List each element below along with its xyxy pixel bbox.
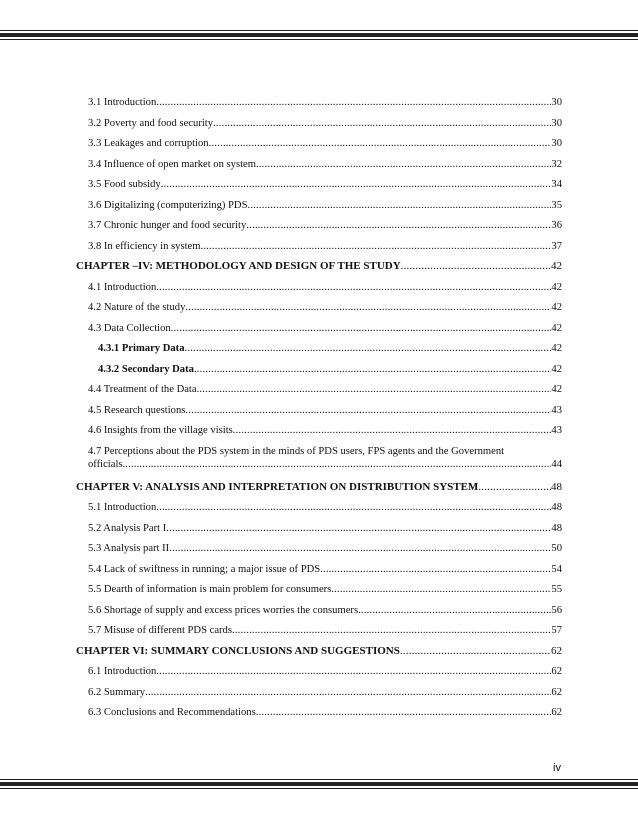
toc-entry[interactable] xyxy=(76,342,562,363)
top-border-rule xyxy=(0,30,638,42)
dot-leader xyxy=(185,404,551,417)
dot-leader xyxy=(358,604,551,617)
dot-leader xyxy=(197,383,552,396)
toc-entry[interactable] xyxy=(76,96,562,117)
toc-entry-title-continued: officials. xyxy=(88,458,126,470)
toc-entry-title: 3.4 Influence of open market on system xyxy=(88,158,256,170)
dot-leader xyxy=(161,178,552,191)
toc-entry-title: 4.6 Insights from the village visits xyxy=(88,425,233,436)
dot-leader xyxy=(331,583,551,596)
toc-entry[interactable] xyxy=(76,665,562,686)
toc-entry[interactable] xyxy=(76,383,562,404)
toc-entry-title: 4.4 Treatment of the Data xyxy=(88,384,197,395)
toc-page-number: 50 xyxy=(551,543,562,554)
toc-entry-title: 5.2 Analysis Part I xyxy=(88,522,167,534)
toc-entry-title: CHAPTER VI: SUMMARY CONCLUSIONS AND SUGGESTIONS xyxy=(76,644,400,657)
toc-entry-title: 3.3 Leakages and corruption xyxy=(88,138,209,149)
toc-entry[interactable] xyxy=(76,404,562,425)
dot-leader xyxy=(156,665,551,678)
toc-entry[interactable] xyxy=(76,706,562,727)
toc-entry[interactable] xyxy=(76,178,562,199)
toc-entry[interactable] xyxy=(76,522,562,543)
dot-leader xyxy=(209,137,552,150)
toc-entry-title: 5.5 Dearth of information is main problem for consumers xyxy=(88,584,332,595)
toc-entry[interactable] xyxy=(76,117,562,138)
toc-page-number: 57 xyxy=(551,625,562,636)
dot-leader xyxy=(213,117,551,130)
toc-page-number: 44 xyxy=(551,458,562,470)
toc-page-number: 42 xyxy=(551,281,562,293)
toc-page-number: 62 xyxy=(551,666,562,677)
toc-entry[interactable] xyxy=(76,322,562,343)
toc-entry[interactable] xyxy=(76,424,562,445)
dot-leader xyxy=(169,542,551,555)
toc-entry[interactable] xyxy=(76,542,562,563)
toc-chapter-entry[interactable] xyxy=(76,645,562,666)
toc-entry-title: 4.1 Introduction xyxy=(88,281,157,293)
toc-entry-title: 5.6 Shortage of supply and excess prices worries the consumers xyxy=(88,604,359,616)
toc-chapter-entry[interactable] xyxy=(76,481,562,502)
toc-page-number: 48 xyxy=(551,522,562,534)
dot-leader xyxy=(194,363,551,376)
toc-entry[interactable] xyxy=(76,563,562,584)
page-number: iv xyxy=(553,762,561,774)
toc-entry[interactable] xyxy=(76,158,562,179)
toc-page-number: 42 xyxy=(551,384,562,395)
toc-page-number: 42 xyxy=(551,363,562,375)
dot-leader xyxy=(478,481,551,494)
dot-leader xyxy=(200,240,551,253)
toc-entry-title: 3.7 Chronic hunger and food security xyxy=(88,220,247,231)
dot-leader xyxy=(171,322,552,335)
toc-page-number: 30 xyxy=(551,97,562,108)
toc-entry-title: 6.1 Introduction xyxy=(88,666,157,677)
toc-chapter-entry[interactable] xyxy=(76,260,562,281)
toc-entry[interactable] xyxy=(76,301,562,322)
toc-entry-title: 3.1 Introduction xyxy=(88,97,157,108)
dot-leader xyxy=(247,199,551,212)
toc-entry[interactable] xyxy=(76,604,562,625)
dot-leader xyxy=(156,96,551,109)
toc-entry[interactable] xyxy=(76,137,562,158)
toc-entry[interactable] xyxy=(76,624,562,645)
toc-page-number: 54 xyxy=(551,563,562,575)
toc-entry[interactable] xyxy=(76,583,562,604)
toc-entry-title: 4.3.2 Secondary Data xyxy=(98,363,194,375)
toc-entry-title: 5.1 Introduction xyxy=(88,502,157,513)
toc-page-number: 42 xyxy=(551,322,562,334)
toc-page-number: 43 xyxy=(551,404,562,416)
dot-leader xyxy=(145,686,551,699)
dot-leader xyxy=(125,458,551,471)
toc-entry-title: CHAPTER V: ANALYSIS AND INTERPRETATION ON DISTRIBUTION SYSTEM xyxy=(76,480,479,493)
toc-page-number: 34 xyxy=(551,179,562,190)
toc-entry-title: 3.5 Food subsidy xyxy=(88,179,161,190)
toc-entry[interactable] xyxy=(76,199,562,220)
toc-entry[interactable] xyxy=(76,240,562,261)
dot-leader xyxy=(156,281,551,294)
toc-page-number: 62 xyxy=(551,707,562,718)
toc-page-number: 32 xyxy=(551,158,562,170)
toc-entry-title: 5.7 Misuse of different PDS cards xyxy=(88,625,232,636)
toc-page-number: 37 xyxy=(551,240,562,252)
toc-entry[interactable] xyxy=(76,363,562,384)
table-of-contents xyxy=(76,96,562,727)
dot-leader xyxy=(156,501,551,514)
dot-leader xyxy=(232,624,551,637)
dot-leader xyxy=(185,301,551,314)
toc-entry[interactable] xyxy=(76,686,562,707)
toc-entry-title: 3.2 Poverty and food security xyxy=(88,117,214,129)
toc-entry-title: 4.5 Research questions xyxy=(88,404,186,416)
toc-entry-title: 4.3 Data Collection xyxy=(88,322,171,334)
toc-page-number: 43 xyxy=(551,425,562,436)
toc-entry-title: CHAPTER –IV: METHODOLOGY AND DESIGN OF THE STUDY xyxy=(76,260,401,272)
toc-entry-title: 4.7 Perceptions about the PDS system in the minds of PDS users, FPS agents and the Government xyxy=(88,445,505,457)
dot-leader xyxy=(185,342,552,355)
toc-page-number: 48 xyxy=(551,502,562,513)
toc-page-number: 48 xyxy=(551,480,562,493)
toc-entry-title: 5.3 Analysis part II xyxy=(88,543,170,554)
toc-page-number: 36 xyxy=(551,220,562,231)
dot-leader xyxy=(320,563,551,576)
toc-entry-title: 4.2 Nature of the study xyxy=(88,302,186,313)
dot-leader xyxy=(166,522,551,535)
toc-page-number: 30 xyxy=(551,138,562,149)
dot-leader xyxy=(246,219,551,232)
toc-entry-title: 3.8 In efficiency in system xyxy=(88,240,201,252)
toc-page-number: 35 xyxy=(551,199,562,211)
dot-leader xyxy=(400,645,551,658)
toc-page-number: 42 xyxy=(551,343,562,354)
toc-entry[interactable] xyxy=(76,281,562,302)
toc-page-number: 56 xyxy=(551,604,562,616)
toc-page-number: 62 xyxy=(551,644,562,657)
dot-leader xyxy=(256,706,552,719)
toc-entry-title: 6.2 Summary xyxy=(88,686,146,698)
toc-page-number: 62 xyxy=(551,686,562,698)
toc-entry-title: 6.3 Conclusions and Recommendations xyxy=(88,707,256,718)
toc-entry[interactable] xyxy=(76,501,562,522)
toc-page-number: 30 xyxy=(551,117,562,129)
dot-leader xyxy=(401,260,551,273)
dot-leader xyxy=(256,158,551,171)
toc-page-number: 42 xyxy=(551,302,562,313)
toc-page-number: 42 xyxy=(551,260,562,272)
toc-entry-title: 5.4 Lack of swiftness in running; a major issue of PDS xyxy=(88,563,321,575)
toc-entry-title: 4.3.1 Primary Data xyxy=(98,343,185,354)
bottom-border-rule xyxy=(0,779,638,791)
toc-page-number: 55 xyxy=(551,584,562,595)
toc-entry-title: 3.6 Digitalizing (computerizing) PDS xyxy=(88,199,248,211)
toc-entry[interactable] xyxy=(76,219,562,240)
dot-leader xyxy=(233,424,552,437)
toc-entry[interactable] xyxy=(76,445,562,481)
